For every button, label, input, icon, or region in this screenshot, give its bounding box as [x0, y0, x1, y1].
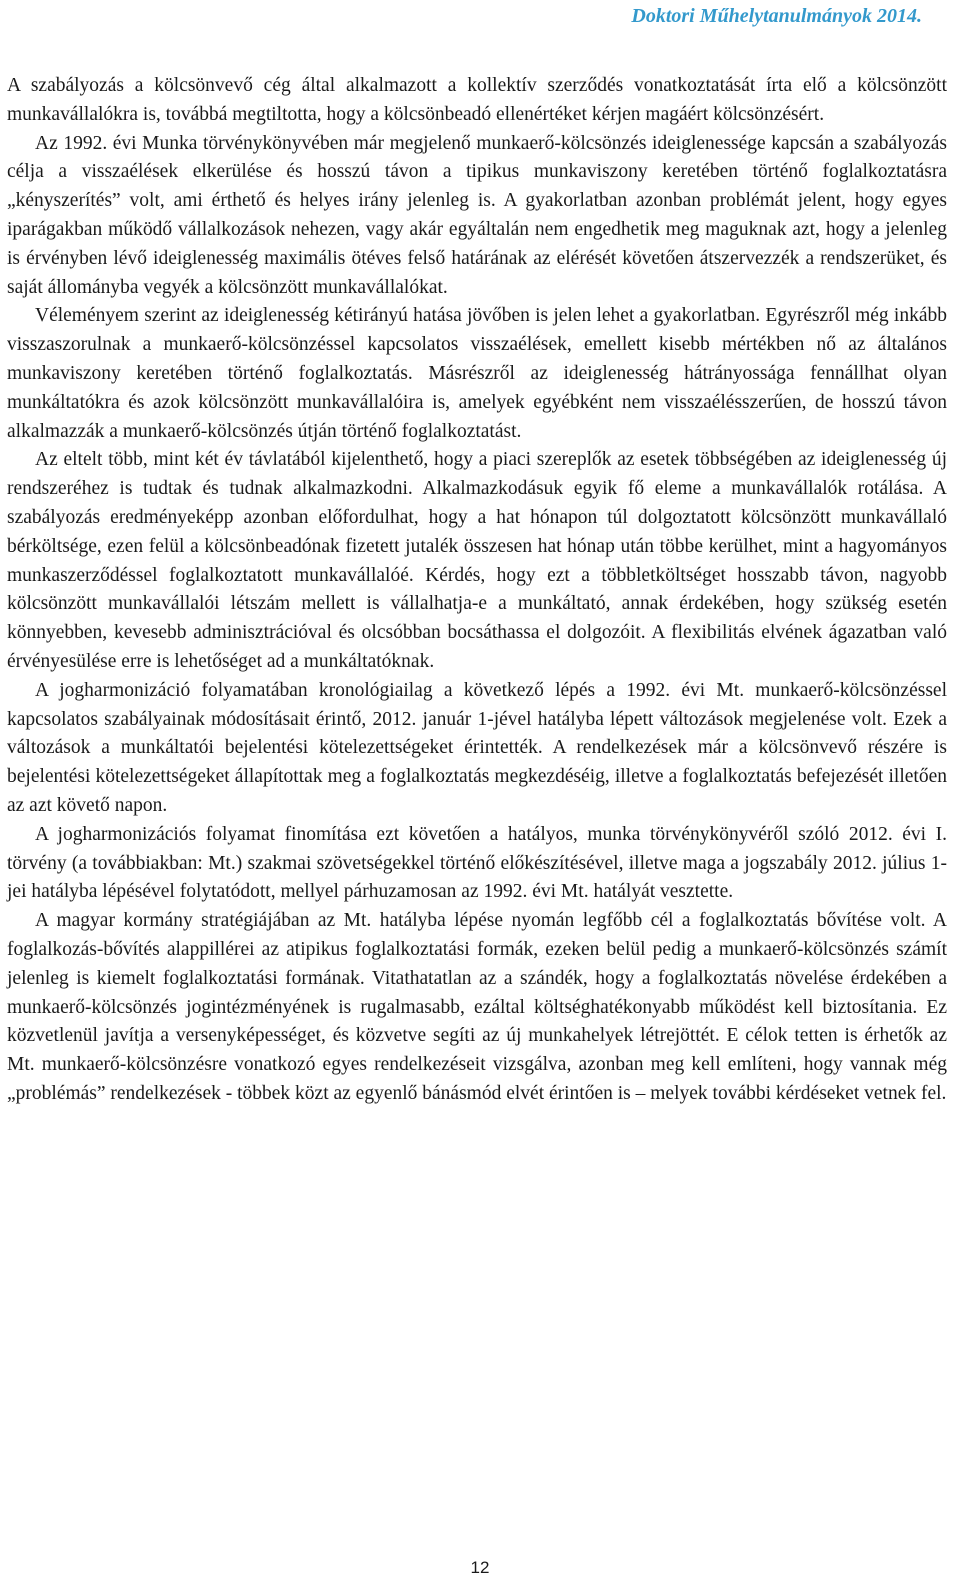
paragraph: Az eltelt több, mint két év távlatából kijelenthető, hogy a piaci szereplők az esetek többségében az ideiglenesség új rendszeréhez is tudtak és tudnak alkalmazkodni. Alkalmazkodásuk egyik fő eleme a munkavállalók rotálása. A szabályozás eredményeképp azonban előfordulhat, hogy a hat hónapon túl dolgoztatott kölcsönzött munkavállaló bérköltsége, ezen felül a kölcsönbeadónak fizetett jutalék összesen hat hónap után többe kerülhet, mint a hagyományos munkaszerződéssel foglalkoztatott munkavállalóé. Kérdés, hogy ezt a többletköltséget hosszabb távon, nagyobb kölcsönzött munkavállalói létszám mellett is vállalhatja-e a munkáltató, annak érdekében, hogy szükség esetén könnyebben, kevesebb adminisztrációval és olcsóbban bocsáthassa el dolgozóit. A flexibilitás elvének ágazatban való érvényesülése erre is lehetőséget ad a munkáltatóknak.	[7, 449, 947, 672]
paragraph: A magyar kormány stratégiájában az Mt. hatályba lépése nyomán legfőbb cél a foglalkoztatás bővítése volt. A foglalkozás-bővítés alappillérei az atipikus foglalkoztatási formák, ezeken belül pedig a munkaerő-kölcsönzés számít jelenleg is kiemelt foglalkoztatási formának. Vitathatatlan az a szándék, hogy a foglalkoztatás növelése érdekében a munkaerő-kölcsönzés jogintézményének is rugalmasabb, ezáltal költséghatékonyabb működést kell biztosítania. Ez közvetlenül javítja a versenyképességet, és közvetve segíti az új munkahelyek létrejöttét. E célok tetten is érhetők az Mt. munkaerő-kölcsönzésre vonatkozó egyes rendelkezéseit vizsgálva, azonban meg kell említeni, hogy vannak még „problémás” rendelkezések - többek közt az egyenlő bánásmód elvét érintően is – melyek további kérdéseket vetnek fel.	[7, 910, 947, 1104]
page-number: 12	[470, 1558, 490, 1577]
body-text	[7, 72, 947, 1109]
paragraph: A jogharmonizáció folyamatában kronológiailag a következő lépés a 1992. évi Mt. munkaerő-kölcsönzéssel kapcsolatos szabályainak módosításait érintő, 2012. január 1-jével hatályba lépett változások megjelenése volt. Ezek a változások a munkáltatói bejelentési kötelezettségeket érintették. A rendelkezések már a kölcsönvevő részére is bejelentési kötelezettségeket állapítottak meg a foglalkoztatás megkezdéséig, illetve a foglalkoztatás befejezését illetően az azt követő napon.	[7, 679, 947, 816]
paragraph: A szabályozás a kölcsönvevő cég által alkalmazott a kollektív szerződés vonatkoztatását írta elő a kölcsönzött munkavállalókra is, továbbá megtiltotta, hogy a kölcsönbeadó ellenértéket kérjen magáért kölcsönzésért.	[7, 75, 947, 125]
paragraph: Az 1992. évi Munka törvénykönyvében már megjelenő munkaerő-kölcsönzés ideiglenessége kapcsán a szabályozás célja a visszaélések elkerülése és hosszú távon a tipikus munkaviszony keretében történő foglalkoztatásra „kényszerítés” volt, ami érthető és helyes irány jelenleg is. A gyakorlatban azonban problémát jelent, hogy egyes iparágakban működő vállalkozások nehezen, vagy akár egyáltalán nem engedhetik meg maguknak azt, hogy a jelenleg is érvényben lévő ideiglenesség maximális ötéves felső határának az elérését követően átszervezzék a rendszerüket, és saját állományba vegyék a kölcsönzött munkavállalókat.	[7, 132, 947, 298]
paragraph: A jogharmonizációs folyamat finomítása ezt követően a hatályos, munka törvénykönyvéről szóló 2012. évi I. törvény (a továbbiakban: Mt.) szakmai szövetségekkel történő előkészítésével, illetve maga a jogszabály 2012. július 1-jei hatályba lépésével folytatódott, mellyel párhuzamosan az 1992. évi Mt. hatályát vesztette.	[7, 823, 947, 903]
paragraph: Véleményem szerint az ideiglenesség kétirányú hatása jövőben is jelen lehet a gyakorlatban. Egyrészről még inkább visszaszorulnak a munkaerő-kölcsönzéssel kapcsolatos visszaélések, emellett kisebb mértékben nő az általános munkaviszony keretében történő foglalkoztatás. Másrészről az ideiglenesség hátrányossága fennállhat olyan munkáltatókra és azok kölcsönzött munkavállalóira is, amelyek egyébként nem visszaélésszerűen, de hosszú távon alkalmazzák a munkaerő-kölcsönzés útján történő foglalkoztatást.	[7, 305, 947, 442]
running-header: Doktori Műhelytanulmányok 2014.	[631, 5, 922, 27]
